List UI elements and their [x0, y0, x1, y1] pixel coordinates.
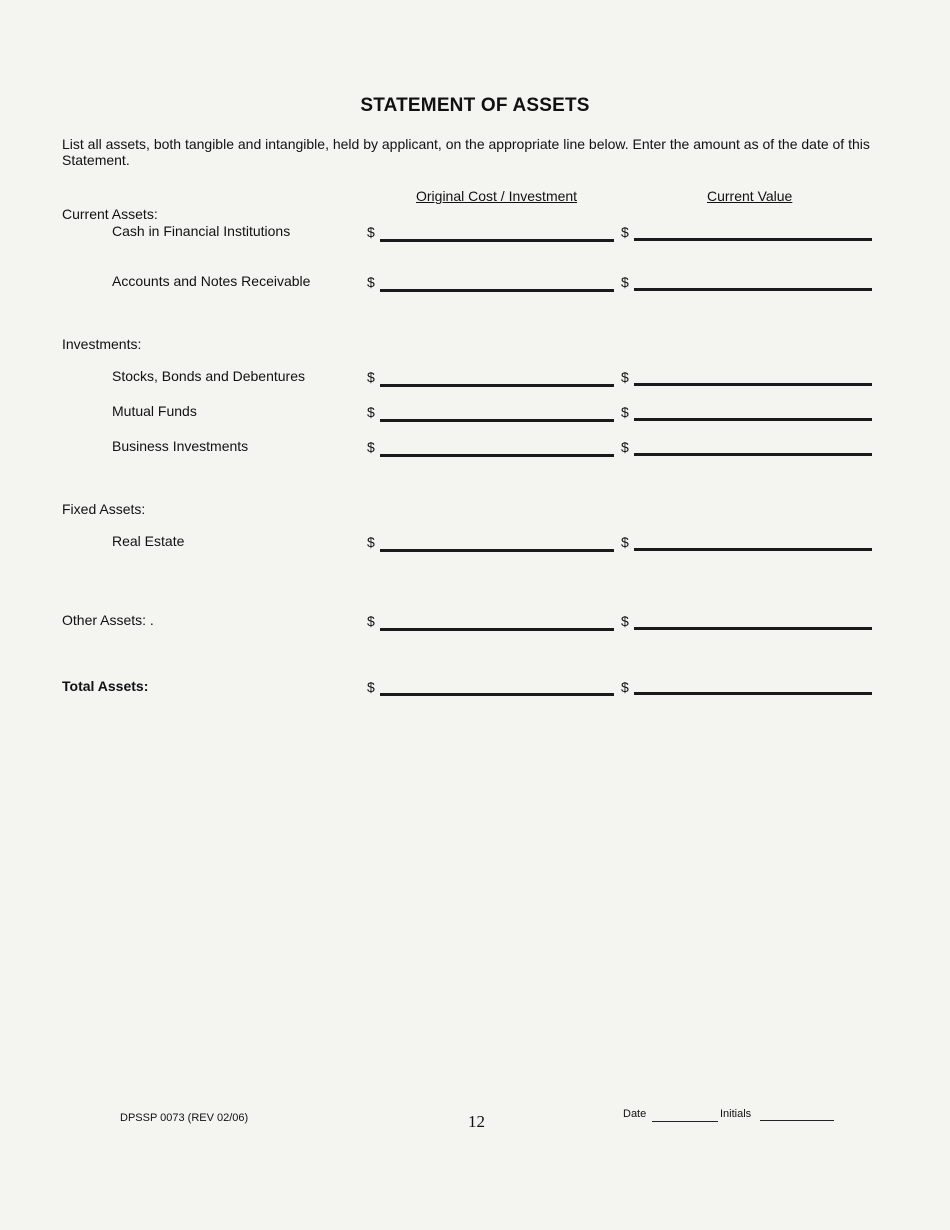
row-label-other-assets: Other Assets: . [62, 612, 154, 628]
dollar-sign: $ [621, 369, 629, 385]
business-current-value-field[interactable] [634, 453, 872, 456]
group-label-fixed-assets: Fixed Assets: [62, 501, 146, 517]
mutual-funds-current-value-field[interactable] [634, 418, 872, 421]
other-current-value-field[interactable] [634, 627, 872, 630]
row-label-business-investments: Business Investments [112, 438, 249, 454]
page-number: 12 [468, 1112, 485, 1131]
column-header-original-cost: Original Cost / Investment [416, 188, 578, 204]
initials-field[interactable] [760, 1120, 834, 1121]
instructions-text: List all assets, both tangible and intangible, held by applicant, on the appropriate line below. Enter the amount as of the date of this Statement. [62, 136, 870, 168]
page-title: STATEMENT OF ASSETS [360, 95, 590, 116]
dollar-sign: $ [621, 404, 629, 420]
form-code: DPSSP 0073 (REV 02/06) [120, 1112, 249, 1124]
dollar-sign: $ [621, 224, 629, 240]
column-header-current-value: Current Value [707, 188, 793, 204]
stocks-current-value-field[interactable] [634, 383, 872, 386]
dollar-sign: $ [367, 274, 375, 290]
row-label-receivables: Accounts and Notes Receivable [112, 273, 311, 289]
initials-label: Initials [720, 1108, 752, 1120]
dollar-sign: $ [621, 439, 629, 455]
row-label-stocks: Stocks, Bonds and Debentures [112, 368, 306, 384]
row-label-total-assets: Total Assets: [62, 678, 149, 694]
other-original-cost-field[interactable] [380, 628, 614, 631]
dollar-sign: $ [367, 613, 375, 629]
dollar-sign: $ [367, 224, 375, 240]
row-label-real-estate: Real Estate [112, 533, 185, 549]
dollar-sign: $ [367, 679, 375, 695]
cash-original-cost-field[interactable] [380, 239, 614, 242]
cash-current-value-field[interactable] [634, 238, 872, 241]
date-label: Date [623, 1108, 647, 1120]
row-label-mutual-funds: Mutual Funds [112, 403, 197, 419]
real-estate-original-cost-field[interactable] [380, 549, 614, 552]
group-label-investments: Investments: [62, 336, 142, 352]
dollar-sign: $ [367, 404, 375, 420]
row-label-cash: Cash in Financial Institutions [112, 223, 291, 239]
group-label-current-assets: Current Assets: [62, 206, 158, 222]
date-field[interactable] [652, 1121, 718, 1122]
dollar-sign: $ [621, 274, 629, 290]
dollar-sign: $ [367, 369, 375, 385]
dollar-sign: $ [621, 613, 629, 629]
stocks-original-cost-field[interactable] [380, 384, 614, 387]
receivables-current-value-field[interactable] [634, 288, 872, 291]
dollar-sign: $ [367, 534, 375, 550]
dollar-sign: $ [621, 534, 629, 550]
real-estate-current-value-field[interactable] [634, 548, 872, 551]
receivables-original-cost-field[interactable] [380, 289, 614, 292]
dollar-sign: $ [367, 439, 375, 455]
dollar-sign: $ [621, 679, 629, 695]
mutual-funds-original-cost-field[interactable] [380, 419, 614, 422]
total-current-value-field[interactable] [634, 692, 872, 695]
total-original-cost-field[interactable] [380, 693, 614, 696]
business-original-cost-field[interactable] [380, 454, 614, 457]
